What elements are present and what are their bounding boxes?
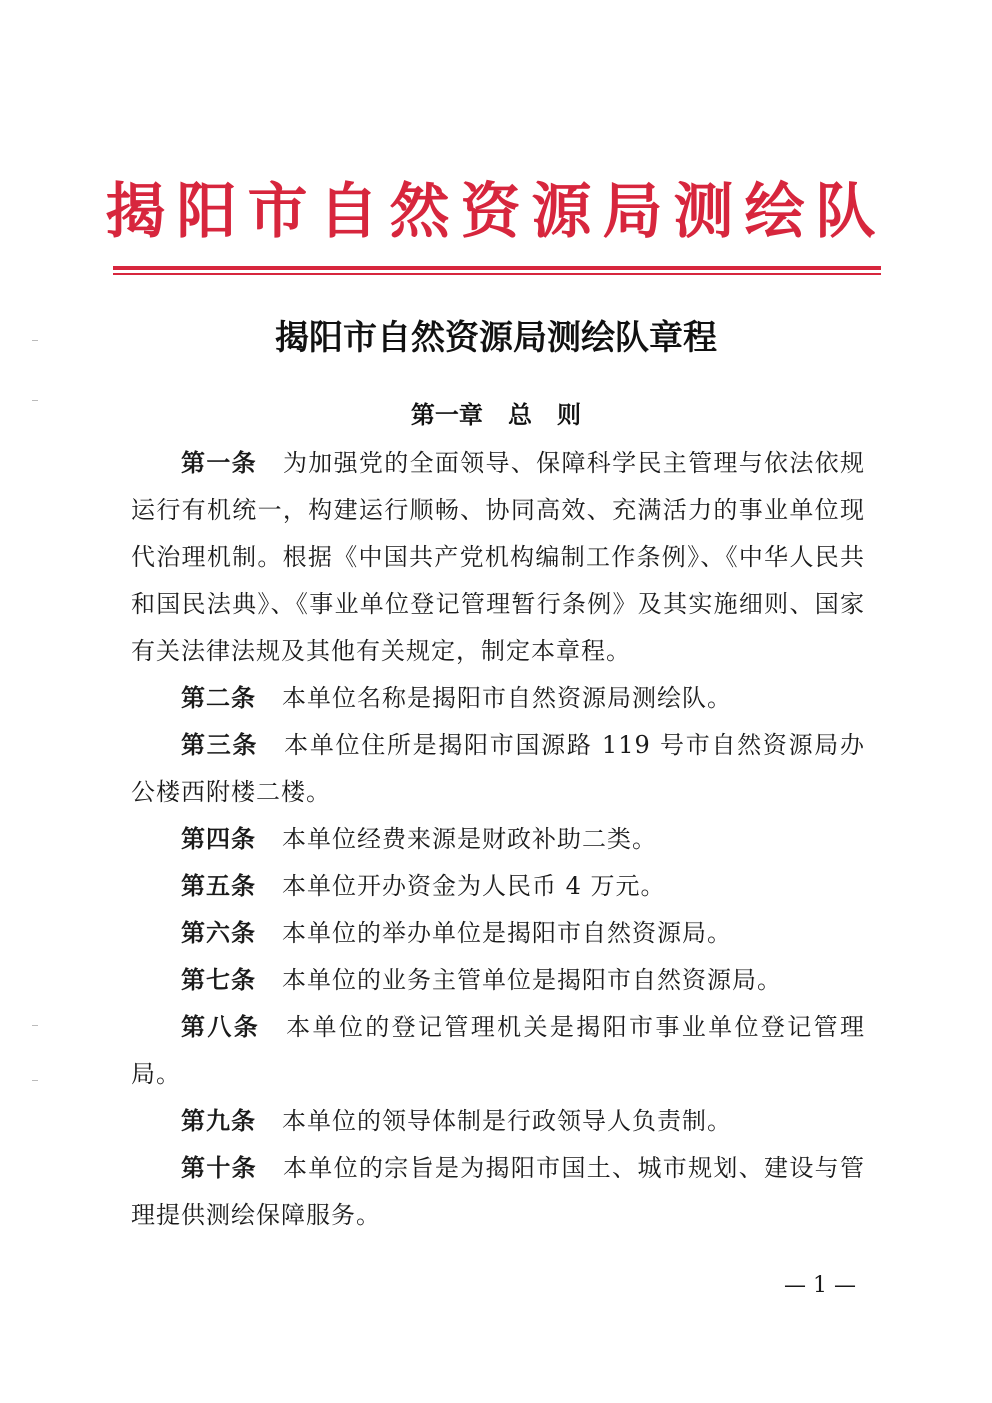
scan-margin-mark [32,1080,38,1081]
article-number: 第六条 [181,919,256,947]
article-number: 第五条 [181,872,256,900]
article-8 [131,1004,865,1098]
article-9 [131,1098,865,1145]
article-text: 本单位的领导体制是行政领导人负责制。 [282,1107,732,1135]
article-2 [131,675,865,722]
article-number: 第十条 [181,1154,257,1182]
article-7 [131,957,865,1004]
letterhead-red-rule-thin [113,273,881,275]
article-10 [131,1145,865,1239]
article-text: 本单位住所是揭阳市国源路 119 号市自然资源局办公楼西附楼二楼。 [131,731,865,806]
article-text: 本单位的登记管理机关是揭阳市事业单位登记管理局。 [131,1013,865,1088]
article-number: 第八条 [181,1013,261,1041]
article-number: 第四条 [181,825,256,853]
article-5 [131,863,865,910]
articles-body [131,440,865,1239]
letterhead-org-name: 揭阳市自然资源局测绘队 [105,177,887,247]
article-number: 第七条 [181,966,256,994]
article-6 [131,910,865,957]
article-4 [131,816,865,863]
chapter-heading: 第一章 总 则 [410,401,582,429]
article-text: 为加强党的全面领导、保障科学民主管理与依法依规运行有机统一，构建运行顺畅、协同高效、充满活力的事业单位现代治理机制。根据《中国共产党机构编制工作条例》、《中华人民共和国民法典》、《事业单位登记管理暂行条例》及其实施细则、国家有关法律法规及其他有关规定，制定本章程。 [131,449,866,665]
article-3 [131,722,865,816]
article-number: 第二条 [181,684,256,712]
scan-margin-mark [32,340,38,341]
document-title: 揭阳市自然资源局测绘队章程 [275,318,717,358]
article-number: 第九条 [181,1107,256,1135]
article-number: 第三条 [181,731,259,759]
article-text: 本单位开办资金为人民币 4 万元。 [282,872,666,900]
article-1 [131,440,865,675]
article-text: 本单位的业务主管单位是揭阳市自然资源局。 [282,966,782,994]
letterhead-red-rule-thick [113,266,881,270]
article-text: 本单位经费来源是财政补助二类。 [282,825,657,853]
article-text: 本单位的举办单位是揭阳市自然资源局。 [282,919,732,947]
article-text: 本单位的宗旨是为揭阳市国土、城市规划、建设与管理提供测绘保障服务。 [131,1154,866,1229]
scan-margin-mark [32,400,38,401]
article-text: 本单位名称是揭阳市自然资源局测绘队。 [282,684,732,712]
scan-margin-mark [32,1025,38,1026]
page-number: — 1 — [784,1273,856,1298]
article-number: 第一条 [181,449,257,477]
